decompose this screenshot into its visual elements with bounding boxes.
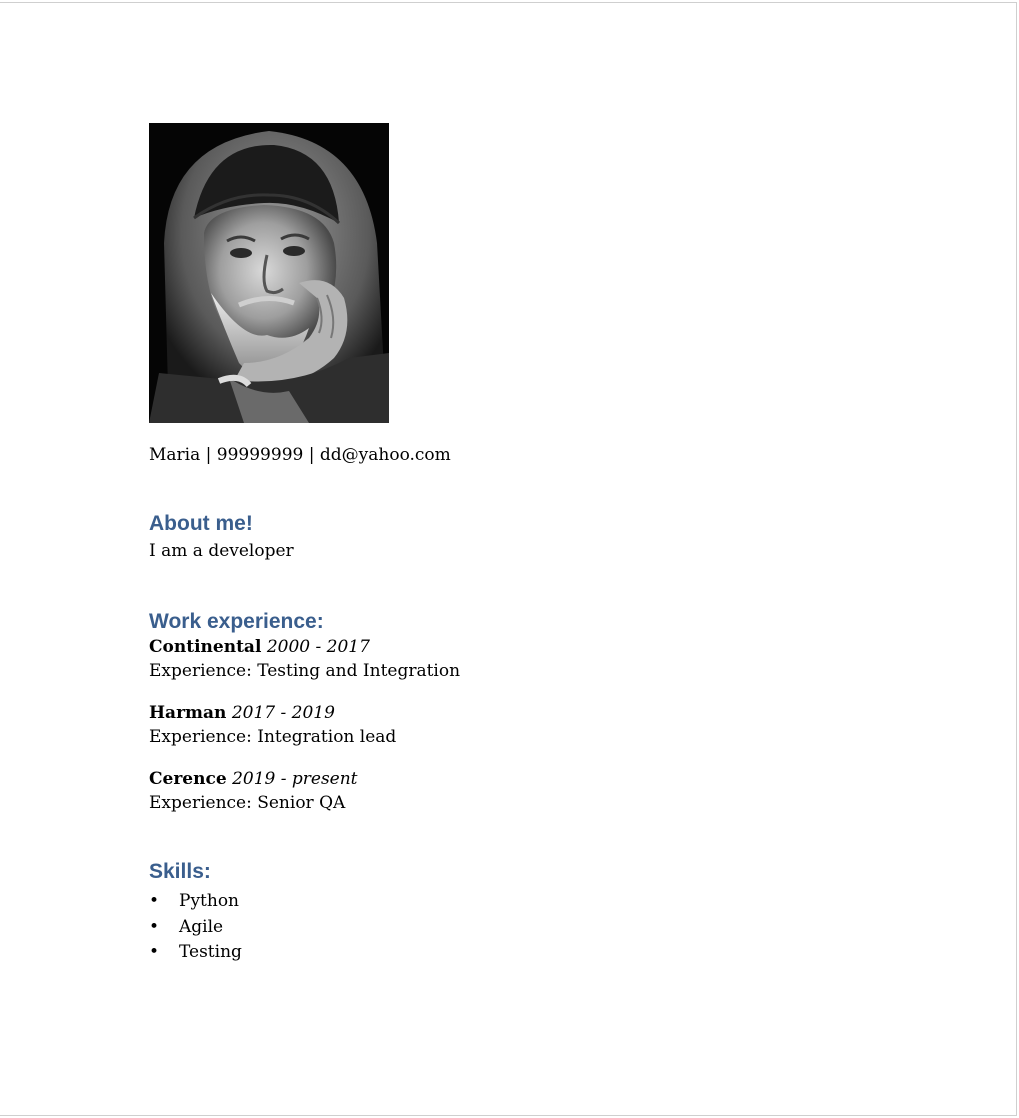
skill-item bbox=[149, 940, 909, 966]
skill-label: Testing bbox=[179, 942, 242, 962]
about-text: I am a developer bbox=[149, 541, 294, 561]
job-experience: Experience: Integration lead bbox=[149, 727, 397, 747]
job-title-line bbox=[149, 701, 909, 725]
contact-phone: 99999999 bbox=[216, 445, 304, 465]
contact-separator: | bbox=[303, 445, 320, 465]
bullet-icon: • bbox=[149, 891, 160, 911]
bullet-icon: • bbox=[149, 942, 160, 962]
work-heading: Work experience: bbox=[149, 610, 324, 633]
document-content bbox=[149, 123, 909, 966]
bullet-icon: • bbox=[149, 916, 160, 937]
job-title-line bbox=[149, 635, 909, 659]
skill-label: Agile bbox=[179, 916, 224, 937]
skills-heading: Skills: bbox=[149, 860, 211, 883]
document-page bbox=[0, 2, 1017, 1116]
job-company: Cerence bbox=[149, 769, 227, 789]
skill-item bbox=[149, 889, 909, 915]
profile-photo bbox=[149, 123, 389, 423]
job-experience: Experience: Testing and Integration bbox=[149, 661, 461, 681]
about-heading: About me! bbox=[149, 512, 253, 535]
job-entry bbox=[149, 767, 909, 815]
contact-name: Maria bbox=[149, 445, 201, 465]
skill-item bbox=[149, 915, 909, 941]
job-title-line bbox=[149, 767, 909, 791]
contact-separator: | bbox=[200, 445, 217, 465]
job-period: 2017 - 2019 bbox=[231, 703, 335, 723]
job-entry bbox=[149, 701, 909, 749]
job-period: 2019 - present bbox=[232, 769, 358, 789]
job-experience: Experience: Senior QA bbox=[149, 793, 346, 813]
job-company: Harman bbox=[149, 703, 227, 723]
skill-label: Python bbox=[179, 891, 240, 911]
job-entry bbox=[149, 635, 909, 683]
profile-photo-image bbox=[149, 123, 389, 423]
job-period: 2000 - 2017 bbox=[266, 637, 370, 657]
contact-line bbox=[149, 443, 909, 467]
skills-list bbox=[149, 889, 909, 966]
job-company: Continental bbox=[149, 637, 262, 657]
contact-email[interactable]: dd@yahoo.com bbox=[319, 445, 451, 465]
